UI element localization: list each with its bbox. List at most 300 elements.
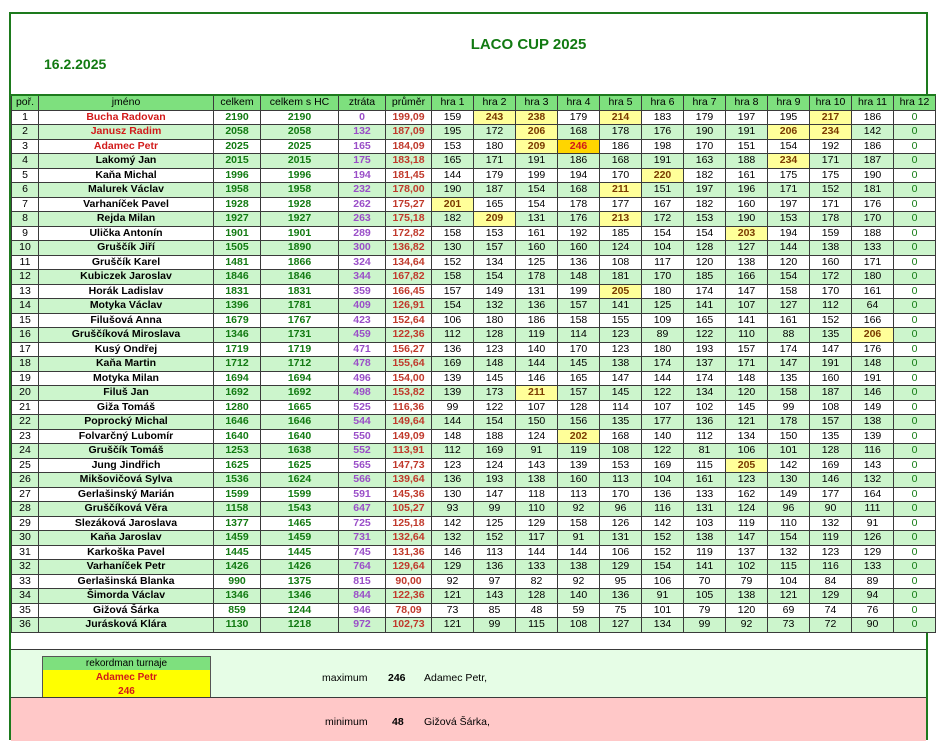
total-cell: 1396 [214,299,261,314]
player-name-cell: Gerlašinský Marián [39,487,214,502]
total-cell: 2190 [214,110,261,125]
game-score-cell: 139 [558,458,600,473]
loss-cell: 972 [339,618,386,633]
loss-cell: 498 [339,386,386,401]
game-score-cell: 132 [768,545,810,560]
total-cell: 1640 [214,429,261,444]
game-score-cell: 74 [810,603,852,618]
game-score-cell: 99 [768,400,810,415]
game-score-cell: 170 [600,487,642,502]
game-score-cell: 147 [726,284,768,299]
game-score-cell: 117 [516,531,558,546]
game-score-cell: 170 [810,284,852,299]
game-score-cell: 106 [642,574,684,589]
table-row [12,241,936,256]
average-cell: 136,82 [386,241,432,256]
rank-cell: 1 [12,110,39,125]
average-cell: 129,64 [386,560,432,575]
table-row [12,226,936,241]
game-score-cell: 194 [558,168,600,183]
game-score-cell: 182 [432,212,474,227]
game-score-cell: 163 [684,154,726,169]
game-score-cell: 138 [684,531,726,546]
game-score-cell: 153 [432,139,474,154]
average-cell: 175,27 [386,197,432,212]
table-row [12,357,936,372]
game-score-cell: 138 [810,241,852,256]
game-score-cell: 199 [558,284,600,299]
column-header: jméno [39,95,214,110]
game-score-cell: 108 [558,618,600,633]
game-score-cell: 198 [642,139,684,154]
game-score-cell: 82 [516,574,558,589]
game-score-cell: 197 [684,183,726,198]
game-score-cell: 138 [852,415,894,430]
game-score-cell: 186 [558,154,600,169]
game-score-cell: 171 [810,197,852,212]
game-score-cell: 172 [810,270,852,285]
table-row [12,386,936,401]
game-score-cell: 177 [810,487,852,502]
average-cell: 122,36 [386,328,432,343]
total-cell: 1505 [214,241,261,256]
loss-cell: 544 [339,415,386,430]
loss-cell: 764 [339,560,386,575]
game-score-cell: 238 [516,110,558,125]
game-score-cell: 120 [726,386,768,401]
player-name-cell: Gruščíková Miroslava [39,328,214,343]
game-score-cell: 131 [600,531,642,546]
game-score-cell: 137 [684,357,726,372]
total-hc-cell: 1692 [261,386,339,401]
game-score-cell: 125 [474,516,516,531]
game-score-cell: 107 [726,299,768,314]
total-hc-cell: 1646 [261,415,339,430]
player-name-cell: Filuš Jan [39,386,214,401]
game-score-cell: 170 [852,212,894,227]
total-cell: 1625 [214,458,261,473]
rank-cell: 25 [12,458,39,473]
player-name-cell: Kaňa Michal [39,168,214,183]
game-score-cell: 113 [558,487,600,502]
game-score-cell: 123 [600,342,642,357]
game-score-cell: 151 [642,183,684,198]
loss-cell: 815 [339,574,386,589]
total-hc-cell: 1625 [261,458,339,473]
game-score-cell: 143 [516,458,558,473]
game-score-cell: 191 [516,154,558,169]
game-score-cell: 73 [768,618,810,633]
game-score-cell: 134 [726,429,768,444]
game-score-cell: 99 [474,618,516,633]
game-score-cell: 0 [894,545,936,560]
game-score-cell: 124 [474,458,516,473]
game-score-cell: 124 [600,241,642,256]
average-cell: 166,45 [386,284,432,299]
game-score-cell: 190 [432,183,474,198]
game-score-cell: 119 [558,444,600,459]
average-cell: 105,27 [386,502,432,517]
game-score-cell: 155 [600,313,642,328]
game-score-cell: 91 [516,444,558,459]
rank-cell: 13 [12,284,39,299]
game-score-cell: 88 [768,328,810,343]
game-score-cell: 116 [810,560,852,575]
game-score-cell: 0 [894,618,936,633]
total-cell: 1481 [214,255,261,270]
game-score-cell: 131 [684,502,726,517]
loss-cell: 525 [339,400,386,415]
total-cell: 1253 [214,444,261,459]
game-score-cell: 73 [432,603,474,618]
loss-cell: 844 [339,589,386,604]
table-row [12,313,936,328]
game-score-cell: 176 [558,212,600,227]
game-score-cell: 178 [810,212,852,227]
game-score-cell: 0 [894,444,936,459]
game-score-cell: 157 [558,386,600,401]
loss-cell: 132 [339,125,386,140]
game-score-cell: 171 [726,357,768,372]
rank-cell: 20 [12,386,39,401]
game-score-cell: 108 [600,444,642,459]
game-score-cell: 165 [558,371,600,386]
minimum-section [11,697,926,741]
game-score-cell: 147 [474,487,516,502]
game-score-cell: 168 [558,125,600,140]
table-row [12,342,936,357]
total-hc-cell: 1445 [261,545,339,560]
average-cell: 145,36 [386,487,432,502]
table-row [12,502,936,517]
game-score-cell: 147 [726,531,768,546]
game-score-cell: 101 [642,603,684,618]
table-header-row [12,95,936,110]
game-score-cell: 174 [768,342,810,357]
game-score-cell: 149 [852,400,894,415]
game-score-cell: 142 [642,516,684,531]
game-score-cell: 136 [432,473,474,488]
game-score-cell: 154 [516,197,558,212]
total-cell: 1719 [214,342,261,357]
game-score-cell: 128 [558,400,600,415]
column-header: celkem s HC [261,95,339,110]
game-score-cell: 144 [642,371,684,386]
minimum-names: Gižová Šárka, [424,716,490,728]
game-score-cell: 79 [726,574,768,589]
game-score-cell: 90 [852,618,894,633]
game-score-cell: 180 [474,139,516,154]
game-score-cell: 122 [642,444,684,459]
game-score-cell: 0 [894,342,936,357]
game-score-cell: 107 [642,400,684,415]
player-name-cell: Lakomý Jan [39,154,214,169]
total-cell: 1712 [214,357,261,372]
game-score-cell: 234 [810,125,852,140]
game-score-cell: 110 [768,516,810,531]
game-score-cell: 193 [684,342,726,357]
game-score-cell: 158 [768,284,810,299]
rank-cell: 17 [12,342,39,357]
column-header: hra 12 [894,95,936,110]
table-row [12,444,936,459]
game-score-cell: 152 [810,183,852,198]
loss-cell: 471 [339,342,386,357]
game-score-cell: 140 [642,429,684,444]
record-label: rekordman turnaje [43,657,210,670]
total-hc-cell: 1719 [261,342,339,357]
average-cell: 156,27 [386,342,432,357]
game-score-cell: 89 [852,574,894,589]
loss-cell: 745 [339,545,386,560]
game-score-cell: 135 [600,415,642,430]
game-score-cell: 161 [516,226,558,241]
player-name-cell: Varhaníček Pavel [39,197,214,212]
game-score-cell: 0 [894,154,936,169]
game-score-cell: 135 [768,371,810,386]
game-score-cell: 152 [810,313,852,328]
game-score-cell: 97 [474,574,516,589]
game-score-cell: 126 [600,516,642,531]
game-score-cell: 140 [516,342,558,357]
game-score-cell: 123 [432,458,474,473]
table-row [12,270,936,285]
game-score-cell: 0 [894,487,936,502]
total-hc-cell: 1694 [261,371,339,386]
column-header: ztráta [339,95,386,110]
game-score-cell: 157 [810,415,852,430]
game-score-cell: 134 [642,618,684,633]
game-score-cell: 157 [432,284,474,299]
game-score-cell: 188 [852,226,894,241]
player-name-cell: Jurásková Klára [39,618,214,633]
game-score-cell: 99 [474,502,516,517]
table-row [12,603,936,618]
game-score-cell: 69 [768,603,810,618]
total-hc-cell: 1218 [261,618,339,633]
rank-cell: 33 [12,574,39,589]
loss-cell: 262 [339,197,386,212]
rank-cell: 21 [12,400,39,415]
rank-cell: 15 [12,313,39,328]
game-score-cell: 161 [684,473,726,488]
game-score-cell: 173 [474,386,516,401]
game-score-cell: 48 [516,603,558,618]
player-name-cell: Kubiczek Jaroslav [39,270,214,285]
game-score-cell: 0 [894,168,936,183]
game-score-cell: 136 [642,487,684,502]
game-score-cell: 0 [894,255,936,270]
game-score-cell: 161 [726,168,768,183]
loss-cell: 591 [339,487,386,502]
average-cell: 175,18 [386,212,432,227]
loss-cell: 300 [339,241,386,256]
average-cell: 183,18 [386,154,432,169]
game-score-cell: 188 [474,429,516,444]
game-score-cell: 144 [516,357,558,372]
game-score-cell: 192 [810,139,852,154]
game-score-cell: 147 [600,371,642,386]
record-box [42,656,211,700]
game-score-cell: 79 [684,603,726,618]
table-row [12,110,936,125]
player-name-cell: Janusz Radim [39,125,214,140]
game-score-cell: 138 [600,357,642,372]
game-score-cell: 113 [600,473,642,488]
rank-cell: 32 [12,560,39,575]
game-score-cell: 169 [642,458,684,473]
game-score-cell: 0 [894,603,936,618]
game-score-cell: 165 [684,313,726,328]
game-score-cell: 70 [684,574,726,589]
maximum-label: maximum [322,672,368,684]
game-score-cell: 206 [852,328,894,343]
game-score-cell: 144 [768,241,810,256]
game-score-cell: 203 [726,226,768,241]
game-score-cell: 154 [684,226,726,241]
player-name-cell: Slezáková Jaroslava [39,516,214,531]
game-score-cell: 178 [768,415,810,430]
game-score-cell: 127 [600,618,642,633]
table-row [12,487,936,502]
player-name-cell: Gruščík Jiří [39,241,214,256]
game-score-cell: 125 [642,299,684,314]
game-score-cell: 153 [684,212,726,227]
total-cell: 1679 [214,313,261,328]
game-score-cell: 0 [894,589,936,604]
game-score-cell: 178 [516,270,558,285]
table-row [12,458,936,473]
total-hc-cell: 1375 [261,574,339,589]
game-score-cell: 146 [810,473,852,488]
results-table [11,94,936,633]
average-cell: 187,09 [386,125,432,140]
game-score-cell: 140 [558,589,600,604]
loss-cell: 344 [339,270,386,285]
total-cell: 1346 [214,589,261,604]
game-score-cell: 148 [558,270,600,285]
rank-cell: 27 [12,487,39,502]
game-score-cell: 102 [684,400,726,415]
game-score-cell: 0 [894,110,936,125]
game-score-cell: 127 [768,299,810,314]
game-score-cell: 181 [600,270,642,285]
game-score-cell: 149 [768,487,810,502]
total-cell: 1996 [214,168,261,183]
table-row [12,400,936,415]
average-cell: 116,36 [386,400,432,415]
column-header: hra 11 [852,95,894,110]
game-score-cell: 217 [810,110,852,125]
game-score-cell: 138 [726,589,768,604]
game-score-cell: 165 [474,197,516,212]
game-score-cell: 133 [852,241,894,256]
game-score-cell: 123 [726,473,768,488]
game-score-cell: 117 [642,255,684,270]
game-score-cell: 133 [516,560,558,575]
record-value: 246 [43,685,210,699]
column-header: celkem [214,95,261,110]
game-score-cell: 133 [684,487,726,502]
game-score-cell: 129 [810,589,852,604]
table-row [12,212,936,227]
player-name-cell: Kaňa Jaroslav [39,531,214,546]
game-score-cell: 131 [516,284,558,299]
average-cell: 126,91 [386,299,432,314]
average-cell: 152,64 [386,313,432,328]
game-score-cell: 115 [768,560,810,575]
game-score-cell: 154 [474,270,516,285]
game-score-cell: 129 [432,560,474,575]
column-header: hra 9 [768,95,810,110]
total-hc-cell: 1927 [261,212,339,227]
loss-cell: 165 [339,139,386,154]
game-score-cell: 157 [474,241,516,256]
total-cell: 1831 [214,284,261,299]
game-score-cell: 147 [810,342,852,357]
loss-cell: 194 [339,168,386,183]
player-name-cell: Giža Tomáš [39,400,214,415]
column-header: poř. [12,95,39,110]
rank-cell: 22 [12,415,39,430]
maximum-section [11,649,926,698]
game-score-cell: 136 [684,415,726,430]
game-score-cell: 129 [852,545,894,560]
game-score-cell: 195 [768,110,810,125]
game-score-cell: 119 [810,531,852,546]
game-score-cell: 160 [558,473,600,488]
table-row [12,183,936,198]
loss-cell: 565 [339,458,386,473]
player-name-cell: Ulička Antonín [39,226,214,241]
game-score-cell: 112 [432,444,474,459]
minimum-label: minimum [325,716,368,728]
total-cell: 1536 [214,473,261,488]
game-score-cell: 112 [684,429,726,444]
game-score-cell: 174 [642,357,684,372]
game-score-cell: 110 [516,502,558,517]
game-score-cell: 136 [474,560,516,575]
game-score-cell: 171 [810,154,852,169]
average-cell: 131,36 [386,545,432,560]
game-score-cell: 211 [516,386,558,401]
game-score-cell: 154 [642,226,684,241]
game-score-cell: 180 [852,270,894,285]
game-score-cell: 114 [600,400,642,415]
loss-cell: 359 [339,284,386,299]
table-row [12,168,936,183]
player-name-cell: Motyka Milan [39,371,214,386]
game-score-cell: 154 [432,299,474,314]
game-score-cell: 176 [852,342,894,357]
game-score-cell: 119 [684,545,726,560]
maximum-value: 246 [388,672,406,684]
game-score-cell: 175 [768,168,810,183]
rank-cell: 29 [12,516,39,531]
game-score-cell: 177 [642,415,684,430]
game-score-cell: 96 [600,502,642,517]
game-score-cell: 124 [726,502,768,517]
column-header: průměr [386,95,432,110]
game-score-cell: 143 [474,589,516,604]
column-header: hra 7 [684,95,726,110]
game-score-cell: 154 [768,270,810,285]
game-score-cell: 180 [642,342,684,357]
game-score-cell: 169 [432,357,474,372]
column-header: hra 6 [642,95,684,110]
total-hc-cell: 1958 [261,183,339,198]
game-score-cell: 147 [768,357,810,372]
